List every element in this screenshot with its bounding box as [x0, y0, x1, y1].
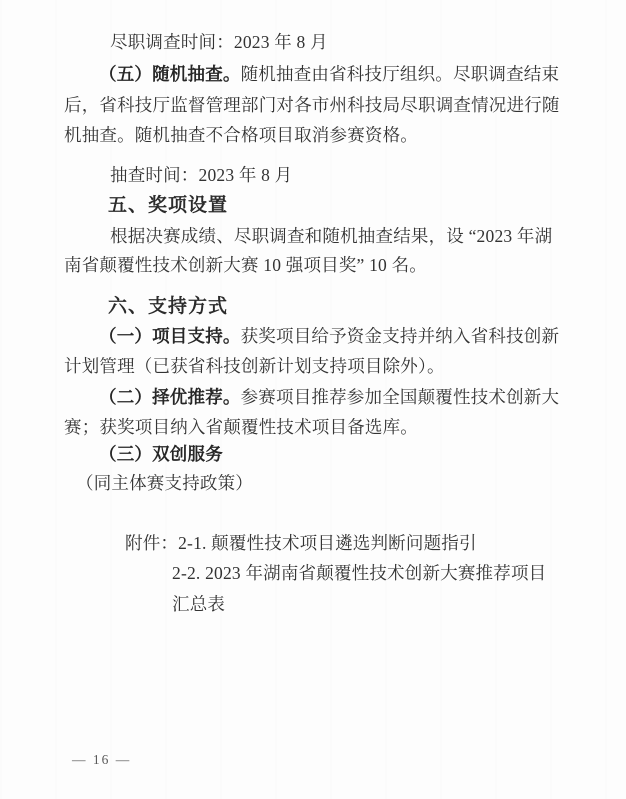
- line-text: 2-2. 2023 年湖南省颠覆性技术创新大赛推荐项目: [172, 563, 547, 583]
- line-text: 附件：2-1. 颠覆性技术项目遴选判断问题指引: [125, 533, 477, 553]
- line-text: 计划管理（已获省科技创新计划支持项目除外）。: [64, 356, 445, 376]
- paragraph-line: [99, 387, 559, 408]
- bold-lead: （三）双创服务: [99, 444, 223, 464]
- line-text: 汇总表: [172, 594, 226, 614]
- paragraph-line: [64, 356, 445, 377]
- attachment-line: [125, 533, 477, 554]
- attachment-line: [172, 594, 225, 615]
- paragraph-line: [99, 326, 559, 347]
- line-text: 南省颠覆性技术创新大赛 10 强项目奖” 10 名。: [64, 255, 427, 275]
- paragraph-line: [110, 32, 328, 53]
- paragraph-line: [64, 255, 427, 276]
- line-text: 随机抽查由省科技厅组织。尽职调查结束: [240, 64, 560, 84]
- line-text: 参赛项目推荐参加全国颠覆性技术创新大: [240, 387, 560, 407]
- line-text: 尽职调查时间：2023 年 8 月: [110, 32, 328, 52]
- paragraph-line: [64, 95, 560, 116]
- paragraph-line: [110, 226, 552, 247]
- section-heading: [108, 195, 228, 218]
- heading-text: 六、支持方式: [108, 296, 229, 317]
- section-heading: [108, 296, 228, 319]
- line-text: 根据决赛成绩、尽职调查和随机抽查结果，设 “2023 年湖: [110, 226, 553, 246]
- line-text: （同主体赛支持政策）: [76, 473, 253, 493]
- line-text: 抽查时间：2023 年 8 月: [110, 165, 293, 185]
- line-text: 赛；获奖项目纳入省颠覆性技术项目备选库。: [64, 417, 418, 437]
- paragraph-line: [76, 473, 253, 494]
- heading-text: 五、奖项设置: [108, 195, 229, 216]
- bold-lead: （一）项目支持。: [99, 326, 241, 346]
- bold-lead: （二）择优推荐。: [99, 387, 241, 407]
- page-number: — 16 —: [72, 752, 132, 767]
- attachment-line: [172, 563, 546, 584]
- paragraph-line: [64, 417, 418, 438]
- bold-lead: （五）随机抽查。: [99, 64, 241, 84]
- line-text: 获奖项目给予资金支持并纳入省科技创新: [240, 326, 560, 346]
- line-text: 机抽查。随机抽查不合格项目取消参赛资格。: [64, 125, 418, 145]
- paragraph-line: [64, 125, 418, 146]
- paragraph-line: [110, 165, 292, 186]
- line-text: 后，省科技厅监督管理部门对各市州科技局尽职调查情况进行随: [64, 95, 560, 115]
- paragraph-line: [99, 444, 223, 465]
- paragraph-line: [99, 64, 559, 85]
